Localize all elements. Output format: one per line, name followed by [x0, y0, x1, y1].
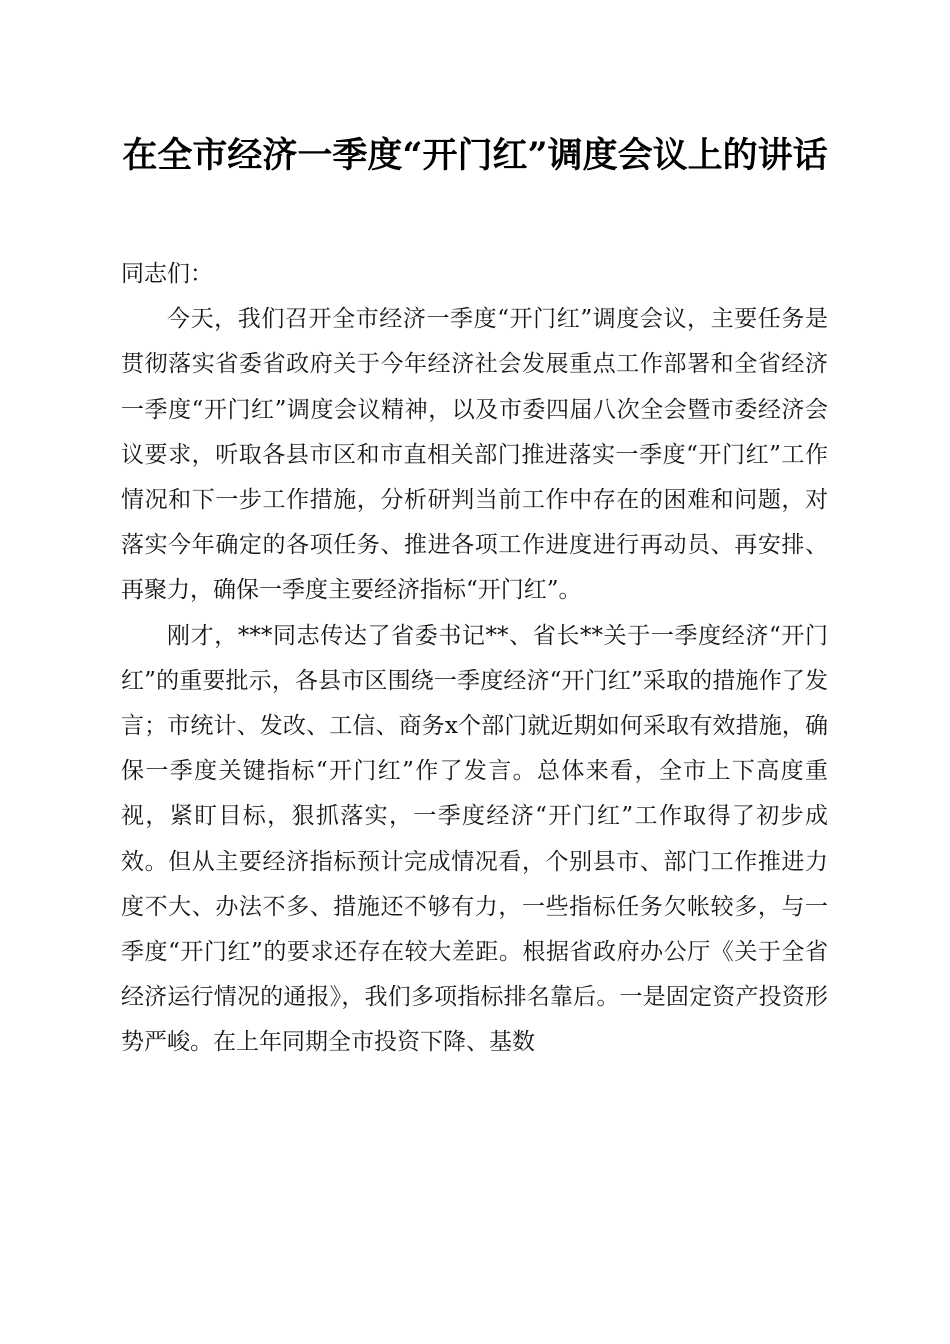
document-title: 在全市经济一季度“开门红”调度会议上的讲话 — [122, 135, 828, 176]
paragraph-1: 今天，我们召开全市经济一季度“开门红”调度会议，主要任务是贯彻落实省委省政府关于今年经济社会发展重点工作部署和全省经济一季度“开门红”调度会议精神，以及市委四届八次全会暨市委经济会议要求，听取各县市区和市直相关部门推进落实一季度“开门红”工作情况和下一步工作措施，分析研判当前工作中存在的困难和问题，对落实今年确定的各项任务、推进各项工作进度进行再动员、再安排、再聚力，确保一季度主要经济指标“开门红”。 — [121, 306, 828, 604]
document-body — [121, 252, 828, 1066]
paragraph-2: 刚才，***同志传达了省委书记**、省长**关于一季度经济“开门红”的重要批示，各县市区围绕一季度经济“开门红”采取的措施作了发言；市统计、发改、工信、商务x个部门就近期如何采取有效措施，确保一季度关键指标“开门红”作了发言。总体来看，全市上下高度重视，紧盯目标，狠抓落实，一季度经济“开门红”工作取得了初步成效。但从主要经济指标预计完成情况看，个别县市、部门工作推进力度不大、办法不多、措施还不够有力，一些指标任务欠帐较多，与一季度“开门红”的要求还存在较大差距。根据省政府办公厅《关于全省经济运行情况的通报》，我们多项指标排名靠后。一是固定资产投资形势严峻。在上年同期全市投资下降、基数 — [121, 622, 828, 1056]
salutation: 同志们： — [121, 261, 213, 287]
